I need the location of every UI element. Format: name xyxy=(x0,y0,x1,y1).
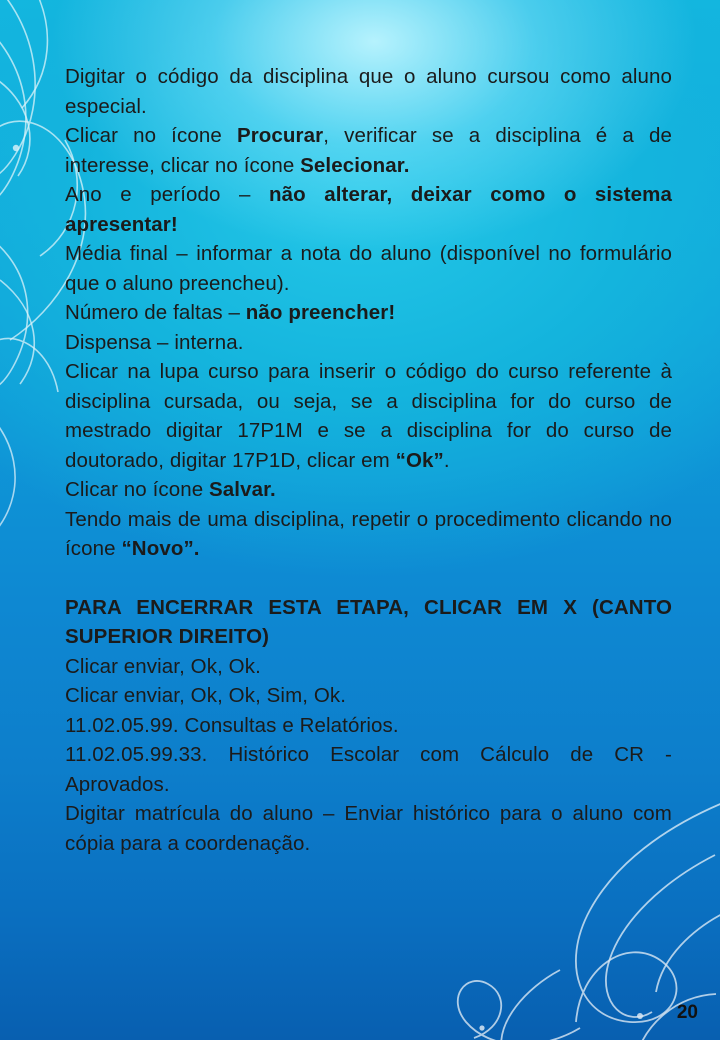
text-run: Tendo mais de uma disciplina, repetir o procedimento clicando no ícone xyxy=(65,507,672,560)
text-run: . xyxy=(443,448,450,472)
paragraph-p5 xyxy=(65,298,672,328)
text-run: Digitar o código da disciplina que o aluno cursou como aluno especial. xyxy=(65,65,672,118)
text-run-bold: PARA ENCERRAR ESTA ETAPA, CLICAR EM X (CANTO SUPERIOR DIREITO) xyxy=(65,595,672,648)
text-run: 11.02.05.99.33. Histórico Escolar com Cálculo de CR - Aprovados. xyxy=(65,743,672,796)
text-run-bold: Salvar. xyxy=(209,478,276,501)
text-run: Ano e período – xyxy=(65,183,269,206)
paragraph-spacer xyxy=(65,564,672,593)
paragraph-p10 xyxy=(65,593,672,652)
paragraph-p14 xyxy=(65,740,672,799)
paragraph-p11 xyxy=(65,652,672,682)
text-run-bold: “Novo”. xyxy=(121,537,200,560)
paragraph-p3 xyxy=(65,180,672,239)
paragraph-p13 xyxy=(65,711,672,741)
paragraph-p1 xyxy=(65,62,672,121)
text-run-bold: “Ok” xyxy=(395,448,444,472)
paragraph-p9 xyxy=(65,505,672,564)
text-run-bold: Procurar xyxy=(236,124,324,147)
text-run: Clicar no ícone xyxy=(65,478,210,501)
text-run: Número de faltas – xyxy=(65,301,246,324)
text-run-bold: não alterar, deixar como o sistema apresentar! xyxy=(65,183,672,236)
paragraph-p15 xyxy=(65,799,672,858)
text-run: 11.02.05.99. Consultas e Relatórios. xyxy=(65,713,399,737)
text-run: Digitar matrícula do aluno – Enviar histórico para o aluno com cópia para a coordenação. xyxy=(65,802,672,855)
text-run: Clicar no ícone xyxy=(65,124,237,147)
paragraph-p12 xyxy=(65,681,672,711)
text-run: Clicar na lupa curso para inserir o código do curso referente à disciplina cursada, ou seja, se a disciplina for do curso de mestrado digitar 17P1M e se a disciplina for do curso de doutorado, digitar 17P1D, clicar em xyxy=(65,360,672,472)
text-run-bold: não preencher! xyxy=(245,301,396,324)
paragraph-p2 xyxy=(65,121,672,180)
slide-body-text xyxy=(65,62,672,858)
paragraph-p8 xyxy=(65,475,672,505)
text-run: , verificar se a disciplina é a de interesse, clicar no ícone xyxy=(65,124,672,177)
text-run: Média final – informar a nota do aluno (disponível no formulário que o aluno preencheu). xyxy=(65,242,672,295)
paragraph-p7 xyxy=(65,357,672,475)
text-run: Dispensa – interna. xyxy=(65,330,244,354)
paragraph-p4 xyxy=(65,239,672,298)
page-number: 20 xyxy=(676,1002,698,1023)
text-run: Clicar enviar, Ok, Ok, Sim, Ok. xyxy=(65,684,347,707)
text-run: Clicar enviar, Ok, Ok. xyxy=(65,654,261,678)
paragraph-p6 xyxy=(65,328,672,358)
text-run-bold: Selecionar. xyxy=(300,153,410,177)
